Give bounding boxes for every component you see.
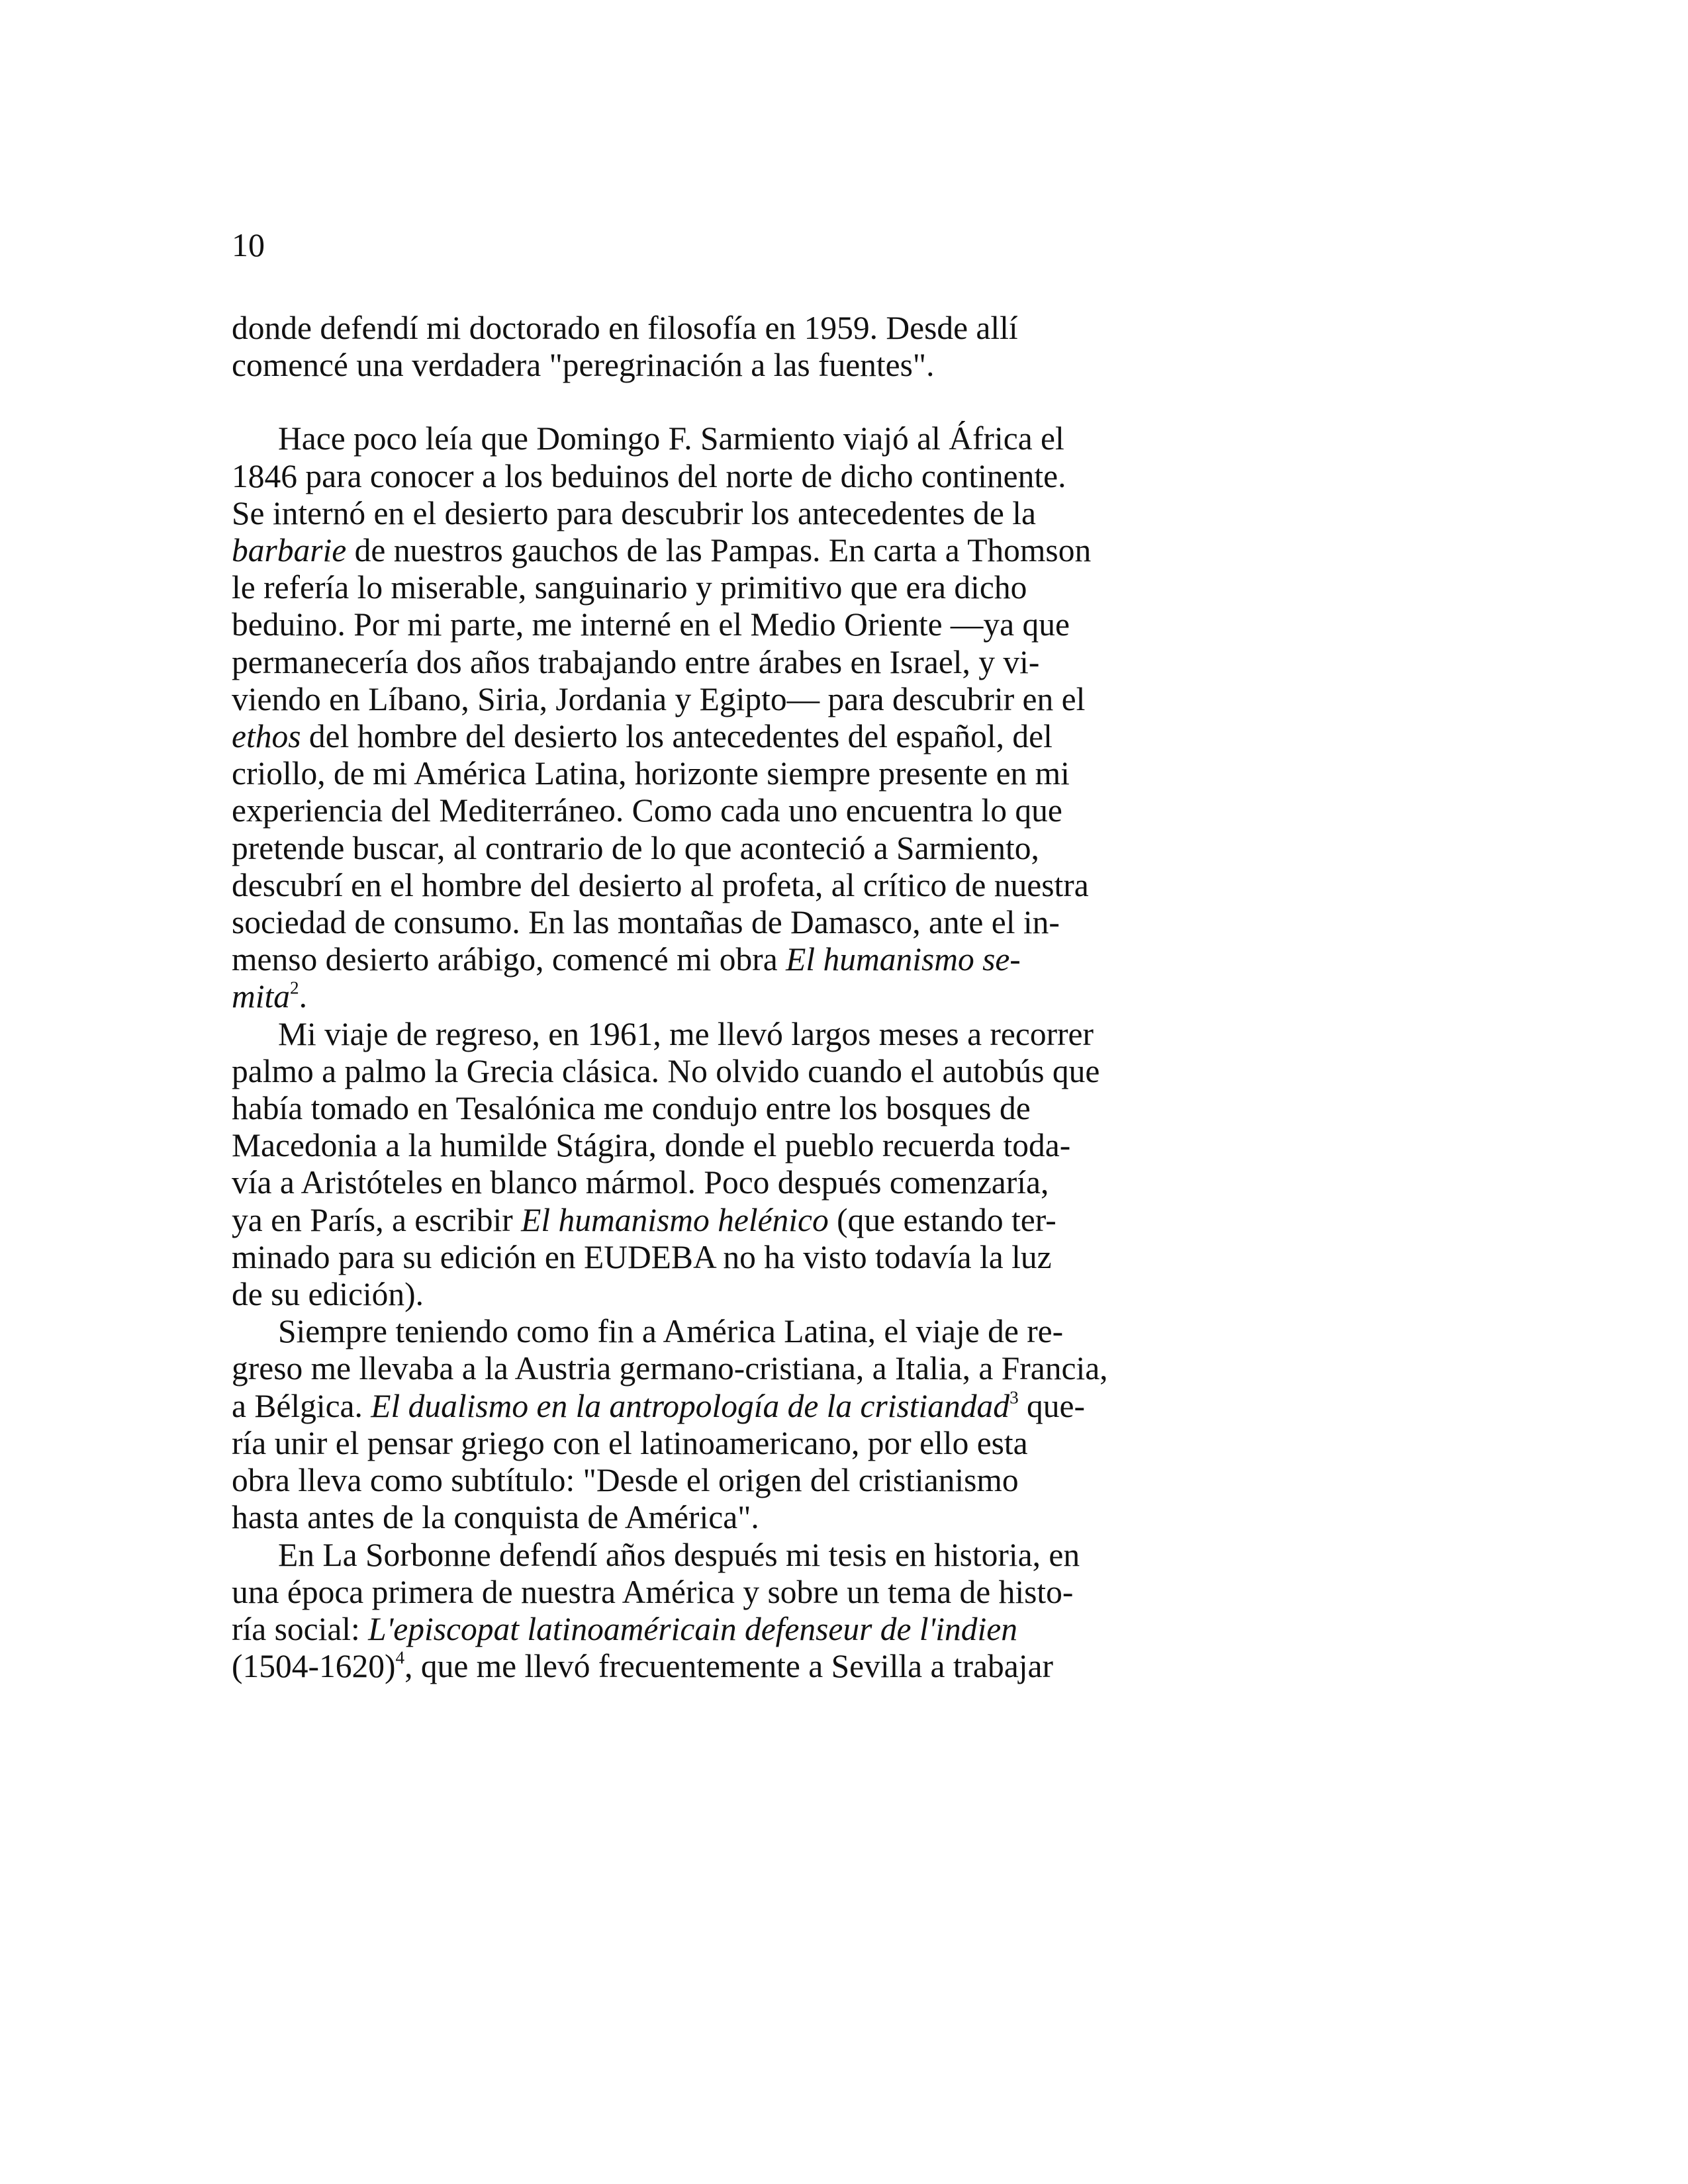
page-number: 10 xyxy=(232,226,265,263)
italic-title: El humanismo se- xyxy=(786,941,1021,978)
text-line: Siempre teniendo como fin a América Latina, el viaje de re- xyxy=(278,1313,1064,1350)
text-line: hasta antes de la conquista de América". xyxy=(232,1499,759,1536)
italic-title: L'episcopat latinoaméricain defenseur de l'indien xyxy=(368,1610,1017,1647)
italic-title: mita xyxy=(232,978,291,1015)
footnote-marker: 2 xyxy=(290,978,299,999)
footnote-marker: 3 xyxy=(1009,1387,1019,1408)
text-run: que- xyxy=(1018,1387,1086,1424)
body-text xyxy=(232,310,1108,1685)
text-line xyxy=(232,1388,1105,1425)
text-line xyxy=(232,1648,1105,1685)
text-run: ría social: xyxy=(232,1610,369,1647)
text-line: descubrí en el hombre del desierto al profeta, al crítico de nuestra xyxy=(232,866,1089,903)
text-line: minado para su edición en EUDEBA no ha visto todavía la luz xyxy=(232,1238,1052,1275)
text-line: palmo a palmo la Grecia clásica. No olvido cuando el autobús que xyxy=(232,1052,1100,1089)
text-line: greso me llevaba a la Austria germano-cristiana, a Italia, a Francia, xyxy=(232,1350,1108,1387)
text-line: ría unir el pensar griego con el latinoamericano, por ello esta xyxy=(232,1424,1028,1461)
text-line: le refería lo miserable, sanguinario y primitivo que era dicho xyxy=(232,569,1027,606)
text-line xyxy=(232,532,1105,569)
italic-title: El humanismo helénico xyxy=(521,1201,829,1238)
text-run: de nuestros gauchos de las Pampas. En carta a Thomson xyxy=(346,532,1092,569)
text-line: había tomado en Tesalónica me condujo entre los bosques de xyxy=(232,1090,1031,1127)
italic-title: El dualismo en la antropología de la cristiandad xyxy=(371,1387,1010,1424)
text-line xyxy=(232,718,1105,755)
text-line: obra lleva como subtítulo: "Desde el origen del cristianismo xyxy=(232,1462,1019,1499)
text-line: donde defendí mi doctorado en filosofía en 1959. Desde allí xyxy=(232,310,1018,346)
text-run: ya en París, a escribir xyxy=(232,1201,522,1238)
text-line: pretende buscar, al contrario de lo que aconteció a Sarmiento, xyxy=(232,829,1039,866)
italic-title: ethos xyxy=(232,718,301,755)
text-run: a Bélgica. xyxy=(232,1387,371,1424)
text-run: del hombre del desierto los antecedentes del español, del xyxy=(301,718,1053,755)
text-line: una época primera de nuestra América y sobre un tema de histo- xyxy=(232,1573,1074,1610)
text-line: de su edición). xyxy=(232,1276,424,1313)
text-run: (que estando ter- xyxy=(828,1201,1056,1238)
text-run: . xyxy=(299,978,307,1015)
text-line: vía a Aristóteles en blanco mármol. Poco después comenzaría, xyxy=(232,1164,1049,1201)
paragraph-gap xyxy=(232,384,1105,420)
footnote-marker: 4 xyxy=(395,1647,405,1668)
text-line: Se internó en el desierto para descubrir los antecedentes de la xyxy=(232,494,1036,531)
italic-title: barbarie xyxy=(232,532,347,569)
text-run: (1504-1620) xyxy=(232,1648,396,1685)
text-line: beduino. Por mi parte, me interné en el Medio Oriente —ya que xyxy=(232,606,1070,643)
text-line: experiencia del Mediterráneo. Como cada uno encuentra lo que xyxy=(232,792,1062,829)
text-line xyxy=(232,941,1105,978)
text-line xyxy=(232,1611,1105,1648)
text-run: menso desierto arábigo, comencé mi obra xyxy=(232,941,786,978)
text-line xyxy=(232,1202,1105,1239)
text-line: viendo en Líbano, Siria, Jordania y Egipto— para descubrir en el xyxy=(232,680,1086,717)
text-line: sociedad de consumo. En las montañas de Damasco, ante el in- xyxy=(232,904,1060,941)
text-run: , que me llevó frecuentemente a Sevilla a trabajar xyxy=(404,1648,1053,1685)
text-line: Hace poco leía que Domingo F. Sarmiento viajó al África el xyxy=(278,420,1064,457)
text-line: En La Sorbonne defendí años después mi tesis en historia, en xyxy=(278,1536,1080,1573)
text-line: permanecería dos años trabajando entre árabes en Israel, y vi- xyxy=(232,643,1040,680)
text-line: comencé una verdadera "peregrinación a las fuentes". xyxy=(232,347,935,384)
text-line: 1846 para conocer a los beduinos del norte de dicho continente. xyxy=(232,457,1066,494)
text-line: criollo, de mi América Latina, horizonte siempre presente en mi xyxy=(232,755,1070,792)
text-line xyxy=(232,978,1105,1015)
text-line: Mi viaje de regreso, en 1961, me llevó largos meses a recorrer xyxy=(278,1015,1094,1052)
text-line: Macedonia a la humilde Stágira, donde el pueblo recuerda toda- xyxy=(232,1127,1071,1164)
